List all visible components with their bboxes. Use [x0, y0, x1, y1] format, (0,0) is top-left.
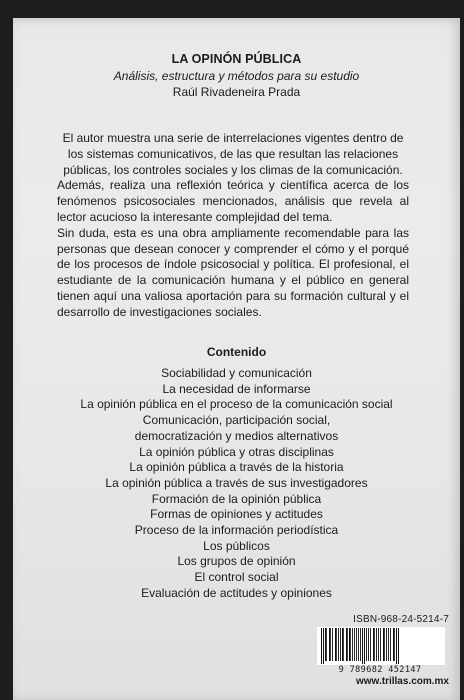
isbn-label: ISBN-968-24-5214-7 [353, 614, 449, 625]
toc-item: Los públicos [203, 538, 270, 553]
barcode-image [317, 627, 445, 665]
book-subtitle: Análisis, estructura y métodos para su estudio [113, 69, 360, 83]
toc-item: Sociabilidad y comunicación [161, 366, 312, 380]
toc-item: Los grupos de opinión [177, 554, 296, 569]
description-paragraph-3: Sin duda, esta es una obra ampliamente recomendable para las personas que desean conocer y comprender el cómo y el porqué de los procesos de índole psicosocial y política. El profesional, el estudiante de la comunicación humana y el público en general tienen aquí una valiosa aportación para su formación cultural y el desarrollo de investigaciones sociales. [57, 225, 409, 319]
table-of-contents [13, 366, 460, 602]
book-back-cover [13, 18, 460, 700]
publisher-website: www.trillas.com.mx [356, 676, 449, 687]
book-author: Raúl Rivadeneira Prada [172, 85, 301, 99]
toc-item: Proceso de la información periodística [134, 523, 339, 538]
toc-item: Formas de opiniones y actitudes [150, 507, 323, 522]
toc-item: El control social [194, 570, 279, 585]
toc-item: La opinión pública en el proceso de la comunicación social [80, 397, 393, 412]
toc-item: La opinión pública y otras disciplinas [139, 444, 334, 459]
book-description [57, 131, 409, 321]
barcode-digits: 9 789682 452147 [338, 665, 422, 675]
description-paragraph-1: El autor muestra una serie de interrelaciones vigentes dentro de los sistemas comunicativos, de las que resultan las relaciones públicas, los controles sociales y los climas de la comunicación. [62, 131, 404, 177]
toc-item-text: Comunicación, participación social, democratización y medios alternativos [134, 413, 339, 443]
toc-item: La necesidad de informarse [162, 381, 311, 396]
toc-item: La opinión pública a través de la historia [129, 460, 344, 475]
barcode-block [311, 614, 449, 686]
toc-item: La opinión pública a través de sus investigadores [105, 475, 368, 490]
toc-item: Evaluación de actitudes y opiniones [141, 585, 332, 600]
toc-item: Formación de la opinión pública [151, 491, 322, 506]
description-paragraph-2: Además, realiza una reflexión teórica y científica acerca de los fenómenos psicosociales mencionados, análisis que revela al lector acucioso la interesante complejidad del tema. [57, 178, 409, 224]
contents-heading: Contenido [206, 345, 267, 359]
toc-item [13, 413, 460, 444]
book-title: LA OPINÓN PÚBLICA [171, 52, 302, 66]
